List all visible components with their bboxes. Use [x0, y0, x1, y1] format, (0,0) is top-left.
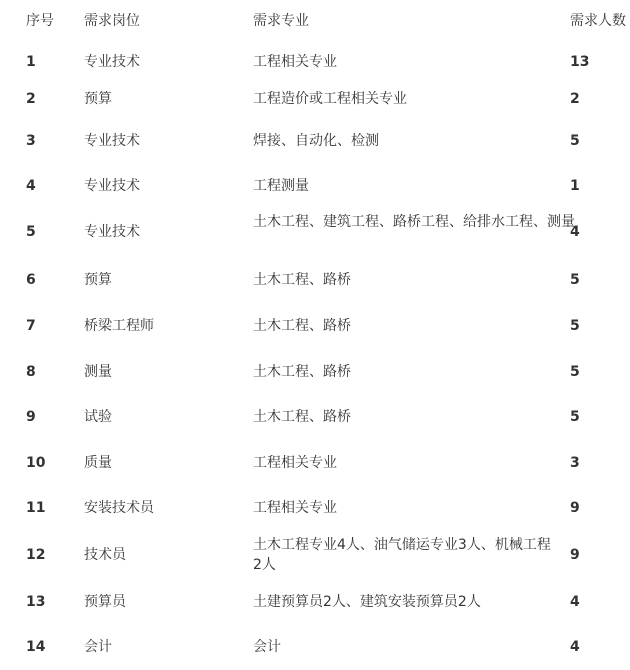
- header-count: 需求人数: [570, 13, 626, 29]
- row-count: 13: [570, 54, 590, 70]
- row-count: 4: [570, 639, 580, 655]
- row-major: 土木工程专业4人、油气储运专业3人、机械工程2人: [253, 537, 551, 573]
- row-major: 土木工程、路桥: [253, 364, 351, 380]
- row-major: 土木工程、路桥: [253, 318, 351, 334]
- row-count: 9: [570, 500, 580, 516]
- row-seq: 13: [26, 594, 46, 610]
- row-count: 2: [570, 91, 580, 107]
- row-count: 5: [570, 133, 580, 149]
- row-major: 工程相关专业: [253, 500, 337, 516]
- row-position: 预算: [84, 91, 112, 107]
- row-position: 试验: [84, 409, 112, 425]
- row-count: 4: [570, 594, 580, 610]
- row-seq: 6: [26, 272, 36, 288]
- row-position: 专业技术: [84, 54, 140, 70]
- row-major: 工程相关专业: [253, 54, 337, 70]
- row-position: 专业技术: [84, 133, 140, 149]
- header-seq: 序号: [26, 13, 54, 29]
- row-count: 9: [570, 547, 580, 563]
- row-major: 工程测量: [253, 178, 309, 194]
- row-seq: 3: [26, 133, 36, 149]
- header-position: 需求岗位: [84, 13, 140, 29]
- row-seq: 4: [26, 178, 36, 194]
- row-position: 会计: [84, 639, 112, 655]
- row-position: 质量: [84, 455, 112, 471]
- row-seq: 9: [26, 409, 36, 425]
- row-seq: 12: [26, 547, 46, 563]
- row-count: 1: [570, 178, 580, 194]
- row-position: 桥梁工程师: [84, 318, 154, 334]
- row-seq: 1: [26, 54, 36, 70]
- row-position: 预算: [84, 272, 112, 288]
- row-major: 土木工程、建筑工程、路桥工程、给排水工程、测量: [253, 214, 575, 230]
- row-position: 测量: [84, 364, 112, 380]
- header-major: 需求专业: [253, 13, 309, 29]
- row-seq: 14: [26, 639, 46, 655]
- row-seq: 7: [26, 318, 36, 334]
- row-position: 安装技术员: [84, 500, 154, 516]
- row-count: 3: [570, 455, 580, 471]
- row-major: 工程相关专业: [253, 455, 337, 471]
- row-major: 焊接、自动化、检测: [253, 133, 379, 149]
- row-position: 专业技术: [84, 178, 140, 194]
- row-position: 专业技术: [84, 224, 140, 240]
- row-major: 土建预算员2人、建筑安装预算员2人: [253, 594, 481, 610]
- row-count: 5: [570, 364, 580, 380]
- row-major: 会计: [253, 639, 281, 655]
- row-seq: 5: [26, 224, 36, 240]
- row-seq: 8: [26, 364, 36, 380]
- row-seq: 11: [26, 500, 46, 516]
- row-position: 技术员: [84, 547, 126, 563]
- row-count: 5: [570, 272, 580, 288]
- row-count: 5: [570, 409, 580, 425]
- row-seq: 10: [26, 455, 46, 471]
- row-major: 工程造价或工程相关专业: [253, 91, 407, 107]
- row-seq: 2: [26, 91, 36, 107]
- row-major: 土木工程、路桥: [253, 409, 351, 425]
- row-position: 预算员: [84, 594, 126, 610]
- row-count: 4: [570, 224, 580, 240]
- row-count: 5: [570, 318, 580, 334]
- row-major: 土木工程、路桥: [253, 272, 351, 288]
